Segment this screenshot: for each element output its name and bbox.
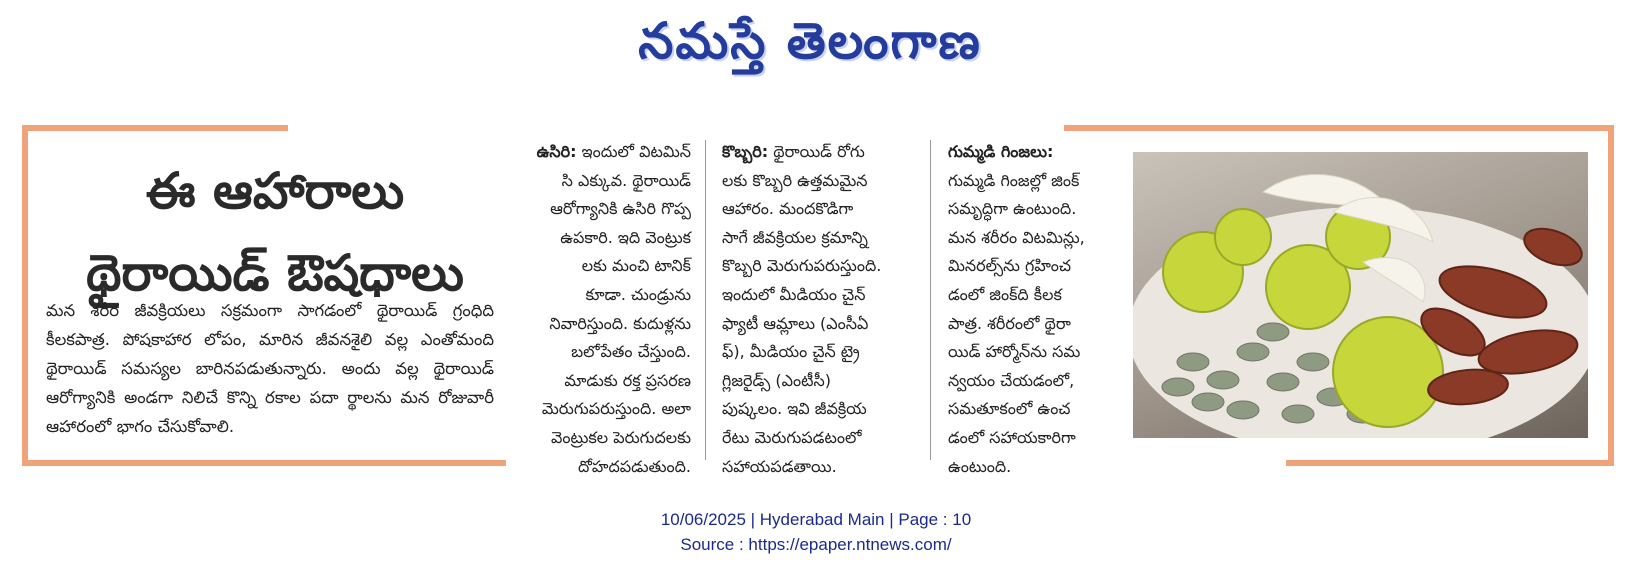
column-line: గుమ్మడి గింజల్లో జింక్	[948, 170, 1080, 190]
column-line: నివారిస్తుంది. కుదుళ్లను	[549, 313, 691, 333]
column-line: యిడ్ హార్మోన్‌ను సమ	[948, 342, 1081, 362]
column-line: ఇందులో విటమిన్	[581, 142, 691, 161]
column-line: బలోపేతం చేస్తుంది.	[571, 342, 691, 362]
column-line: దోహదపడుతుంది.	[578, 456, 691, 476]
column-line: గ్లిజరైడ్స్ (ఎంటీసీ)	[722, 370, 831, 390]
column-line: సమృద్ధిగా ఉంటుంది.	[948, 199, 1077, 219]
column-line: పుష్కలం. ఇవి జీవక్రియ	[722, 399, 867, 419]
column-line: లకు మంచి టానిక్	[581, 256, 691, 276]
column-lead: గుమ్మడి గింజలు:	[948, 142, 1054, 161]
column-line: ఆహారం. మందకొడిగా	[722, 199, 854, 219]
column-kobbari	[722, 138, 918, 481]
column-line: పాత్ర. శరీరంలో థైరా	[948, 313, 1071, 333]
food-photo	[1133, 152, 1588, 438]
column-line: ఉపకారి. ఇది వెంట్రుక	[560, 227, 691, 247]
column-line: ఉంటుంది.	[948, 456, 1012, 476]
masthead-logo: నమస్తే తెలంగాణ	[638, 12, 982, 70]
column-lead: ఉసిరి:	[536, 142, 577, 161]
column-lead: కొబ్బరి:	[722, 142, 769, 161]
column-line: డంలో జింక్‌ది కీలక	[948, 284, 1062, 304]
column-line: మాడుకు రక్త ప్రసరణ	[564, 370, 691, 390]
column-line: సమతూకంలో ఉంచ	[948, 399, 1071, 419]
headline-line-2: థైరాయిడ్ ఔషధాలు	[86, 244, 464, 302]
footer-source-link[interactable]: Source : https://epaper.ntnews.com/	[680, 535, 952, 554]
column-usiri	[515, 138, 691, 481]
food-photo-illustration	[1133, 152, 1588, 438]
column-line: ఇందులో మీడియం చైన్	[722, 284, 866, 304]
frame-border	[22, 125, 288, 131]
column-line: మినరల్స్‌ను గ్రహించ	[948, 256, 1071, 276]
column-line: డంలో సహాయకారిగా	[948, 427, 1076, 447]
column-line: థైరాయిడ్ రోగు	[773, 142, 865, 161]
column-line: సహాయపడతాయి.	[722, 456, 837, 476]
column-line: సాగే జీవక్రియల క్రమాన్ని	[722, 227, 868, 247]
frame-border	[22, 125, 28, 466]
column-divider	[930, 140, 931, 460]
column-line: న్వయం చేయడంలో,	[948, 370, 1075, 390]
column-line: కూడా. చుండ్రును	[585, 284, 691, 304]
column-line: ఆరోగ్యానికి ఉసిరి గొప్ప	[550, 199, 691, 219]
frame-border	[22, 460, 506, 466]
column-line: ఫ్), మీడియం చైన్ ట్రై	[722, 342, 860, 362]
column-line: సి ఎక్కువ. థైరాయిడ్	[561, 170, 691, 190]
column-line: ఫ్యాటీ ఆమ్లాలు (ఎంసీఏ	[722, 313, 869, 333]
column-line: మెరుగుపరుస్తుంది. అలా	[541, 399, 691, 419]
column-line: లకు కొబ్బరి ఉత్తమమైన	[722, 170, 868, 190]
headline-line-1: ఈ ఆహారాలు	[145, 162, 405, 220]
column-line: వెంట్రుకల పెరుగుదలకు	[551, 427, 691, 447]
footer-edition-info: 10/06/2025 | Hyderabad Main | Page : 10	[660, 510, 972, 529]
column-line: కొబ్బరి మెరుగుపరుస్తుంది.	[722, 256, 882, 276]
column-divider	[705, 140, 706, 460]
frame-border	[1608, 125, 1614, 466]
frame-border	[1064, 125, 1614, 131]
article-headline	[40, 150, 510, 314]
column-line: మన శరీరం విటమిన్లు,	[948, 227, 1085, 247]
column-gummadi	[948, 138, 1085, 481]
column-line: రేటు మెరుగుపడటంలో	[722, 427, 862, 447]
article-intro: మన శరీర జీవక్రియలు సక్రమంగా సాగడంలో థైరాయిడ్ గ్రంధిది కీలకపాత్ర. పోషకాహార లోపం, మారిన జీవనశైలి వల్ల ఎంతోమంది థైరాయిడ్ సమస్యల బారినపడుతున్నారు. అందు వల్ల థైరాయిడ్ ఆరోగ్యానికి అండగా నిలిచే కొన్ని రకాల పదా ర్థాలను మన రోజువారీ ఆహారంలో భాగం చేసుకోవాలి.	[46, 301, 494, 436]
frame-border	[1286, 460, 1614, 466]
